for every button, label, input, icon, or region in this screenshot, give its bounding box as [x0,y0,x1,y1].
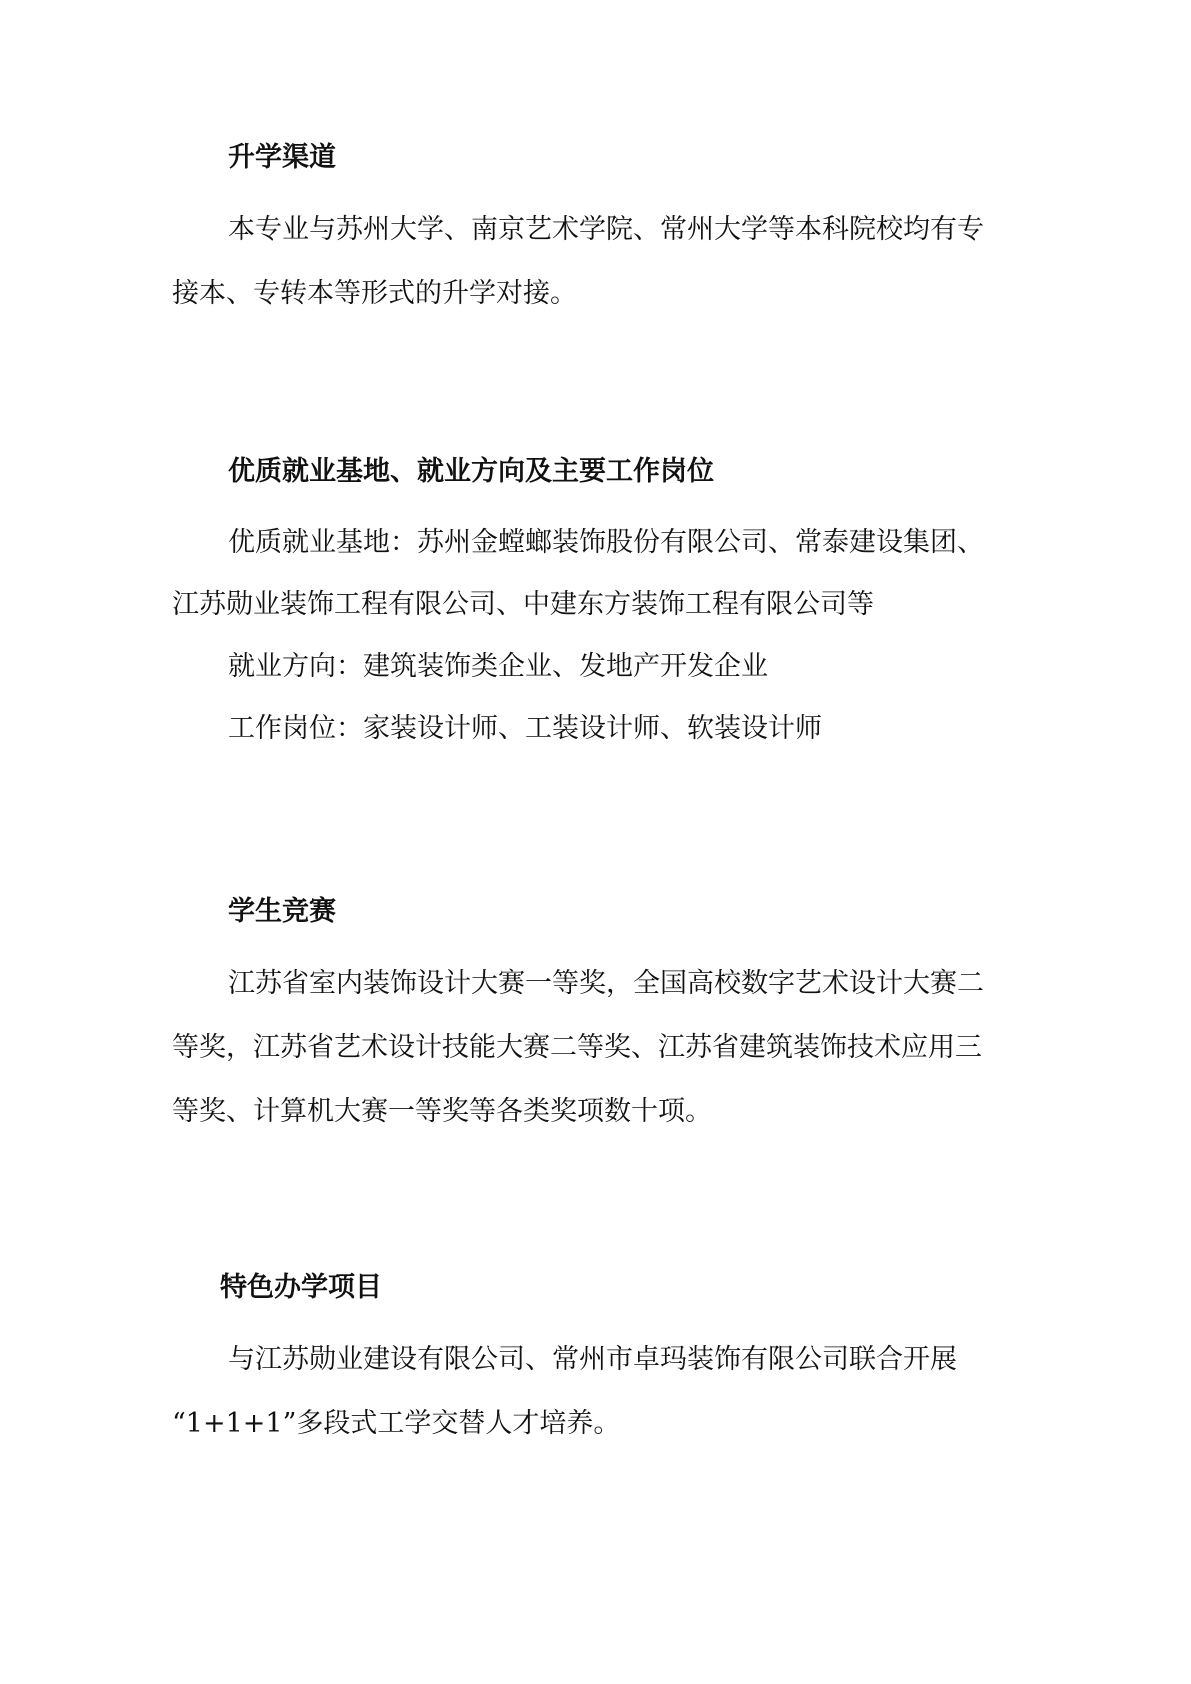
text-line: 工作岗位：家装设计师、工装设计师、软装设计师 [228,713,822,744]
text-line: 与江苏勋业建设有限公司、常州市卓玛装饰有限公司联合开展 [228,1344,957,1375]
text-line: 就业方向：建筑装饰类企业、发地产开发企业 [228,651,768,682]
text-line: 本专业与苏州大学、南京艺术学院、常州大学等本科院校均有专 [228,214,984,245]
section-featured-program [172,1268,1022,1456]
section-heading: 学生竞赛 [228,896,336,927]
text-line: 江苏勋业装饰工程有限公司、中建东方装饰工程有限公司等 [172,589,874,620]
section-heading: 优质就业基地、就业方向及主要工作岗位 [228,456,714,487]
text-line: 江苏省室内装饰设计大赛一等奖，全国高校数字艺术设计大赛二 [228,968,984,999]
text-line: 接本、专转本等形式的升学对接。 [172,278,577,309]
section-body [172,198,1022,326]
text-line: 等奖，江苏省艺术设计技能大赛二等奖、江苏省建筑装饰技术应用三 [172,1032,982,1063]
text-line: 等奖、计算机大赛一等奖等各类奖项数十项。 [172,1096,712,1127]
text-line: 优质就业基地：苏州金螳螂装饰股份有限公司、常泰建设集团、 [228,527,984,558]
section-heading: 升学渠道 [228,142,336,173]
section-further-study [172,138,1022,326]
section-employment [172,452,1022,760]
text-line: “1+1+1”多段式工学交替人才培养。 [172,1408,621,1439]
section-body [172,1328,1022,1456]
section-body [172,952,1022,1144]
section-competitions [172,892,1022,1144]
section-heading: 特色办学项目 [220,1272,382,1303]
section-body [172,512,1022,760]
